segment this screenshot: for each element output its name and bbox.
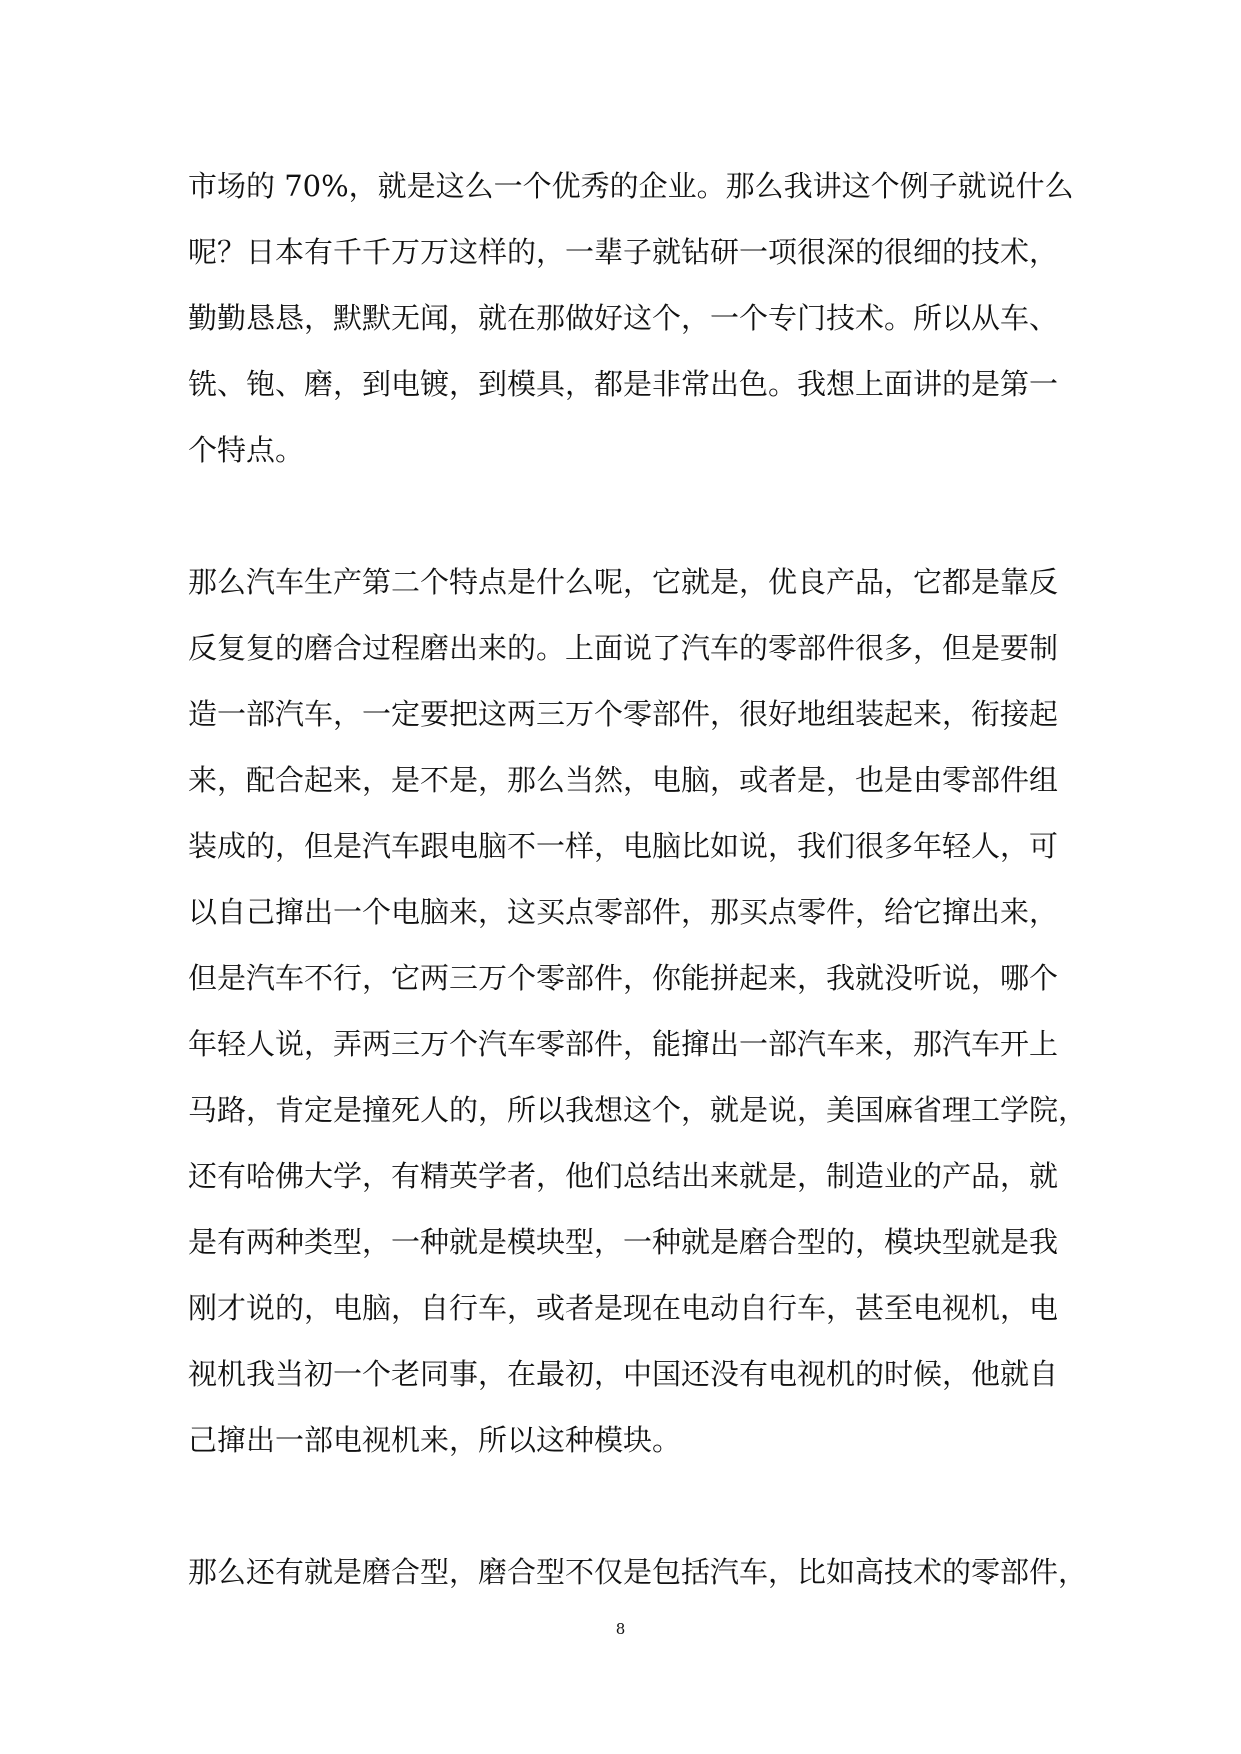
text-line: 个特点。	[188, 433, 305, 467]
text-line: 造一部汽车，一定要把这两三万个零部件，很好地组装起来，衔接起	[188, 697, 1059, 731]
text-line: 己撺出一部电视机来，所以这种模块。	[188, 1423, 682, 1457]
text-line: 是有两种类型，一种就是模块型，一种就是磨合型的，模块型就是我	[188, 1225, 1059, 1259]
text-line: 呢？日本有千千万万这样的，一辈子就钻研一项很深的很细的技术，	[188, 235, 1059, 269]
text-line: 铣、铇、磨，到电镀，到模具，都是非常出色。我想上面讲的是第一	[188, 367, 1059, 401]
text-line: 那么汽车生产第二个特点是什么呢，它就是，优良产品，它都是靠反	[188, 565, 1059, 599]
text-line: 市场的 70%，就是这么一个优秀的企业。那么我讲这个例子就说什么	[188, 169, 1074, 203]
text-line: 以自己撺出一个电脑来，这买点零部件，那买点零件，给它撺出来，	[188, 895, 1059, 929]
text-line: 勤勤恳恳，默默无闻，就在那做好这个，一个专门技术。所以从车、	[188, 301, 1059, 335]
text-line: 装成的，但是汽车跟电脑不一样，电脑比如说，我们很多年轻人，可	[188, 829, 1059, 863]
page-number: 8	[615, 1620, 626, 1638]
text-line: 年轻人说，弄两三万个汽车零部件，能撺出一部汽车来，那汽车开上	[188, 1027, 1059, 1061]
text-line: 反复复的磨合过程磨出来的。上面说了汽车的零部件很多，但是要制	[188, 631, 1059, 665]
text-line: 那么还有就是磨合型，磨合型不仅是包括汽车，比如高技术的零部件，	[188, 1555, 1088, 1589]
text-line: 马路，肯定是撞死人的，所以我想这个，就是说，美国麻省理工学院，	[188, 1093, 1088, 1127]
text-line: 刚才说的，电脑，自行车，或者是现在电动自行车，甚至电视机，电	[188, 1291, 1059, 1325]
text-line: 还有哈佛大学，有精英学者，他们总结出来就是，制造业的产品，就	[188, 1159, 1059, 1193]
text-line: 视机我当初一个老同事，在最初，中国还没有电视机的时候，他就自	[188, 1357, 1059, 1391]
text-line: 但是汽车不行，它两三万个零部件，你能拼起来，我就没听说，哪个	[188, 961, 1059, 995]
text-line: 来，配合起来，是不是，那么当然，电脑，或者是，也是由零部件组	[188, 763, 1059, 797]
